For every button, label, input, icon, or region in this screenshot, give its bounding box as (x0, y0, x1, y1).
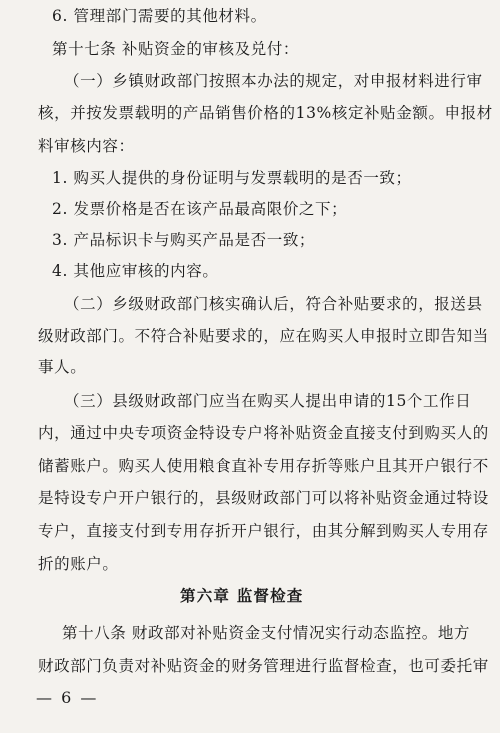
paragraph-line: （三）县级财政部门应当在购买人提出申请的15个工作日 (64, 392, 472, 410)
list-item-material-6: 6. 管理部门需要的其他材料。 (52, 7, 267, 25)
chapter-6-heading: 第六章 监督检查 (180, 586, 304, 605)
article-18-heading: 第十八条 财政部对补贴资金支付情况实行动态监控。地方 (62, 624, 471, 642)
list-item-review-4: 4. 其他应审核的内容。 (52, 262, 219, 280)
paragraph-line: 财政部门负责对补贴资金的财务管理进行监督检查，也可委托审 (38, 657, 489, 675)
page-number: — 6 — (36, 688, 99, 707)
paragraph-line: 专户，直接支付到专用存折开户银行，由其分解到购买人专用存 (38, 522, 489, 540)
list-item-review-1: 1. 购买人提供的身份证明与发票载明的是否一致； (52, 169, 412, 187)
paragraph-line: （一）乡镇财政部门按照本办法的规定，对申报材料进行审 (64, 72, 483, 90)
paragraph-line: 料审核内容： (38, 137, 135, 155)
list-item-review-2: 2. 发票价格是否在该产品最高限价之下； (52, 200, 348, 218)
paragraph-line: 内，通过中央专项资金特设专户将补贴资金直接支付到购买人的 (38, 424, 489, 442)
paragraph-line: （二）乡级财政部门核实确认后，符合补贴要求的，报送县 (64, 295, 483, 313)
article-17-heading: 第十七条 补贴资金的审核及兑付： (52, 40, 300, 58)
paragraph-line: 储蓄账户。购买人使用粮食直补专用存折等账户且其开户银行不 (38, 457, 489, 475)
paragraph-line: 折的账户。 (38, 555, 119, 573)
paragraph-line: 事人。 (38, 358, 87, 376)
list-item-review-3: 3. 产品标识卡与购买产品是否一致； (52, 231, 316, 249)
paragraph-line: 级财政部门。不符合补贴要求的，应在购买人申报时立即告知当 (38, 327, 489, 345)
paragraph-line: 是特设专户开户银行的，县级财政部门可以将补贴资金通过特设 (38, 489, 489, 507)
paragraph-line: 核，并按发票载明的产品销售价格的13%核定补贴金额。申报材 (38, 104, 493, 122)
